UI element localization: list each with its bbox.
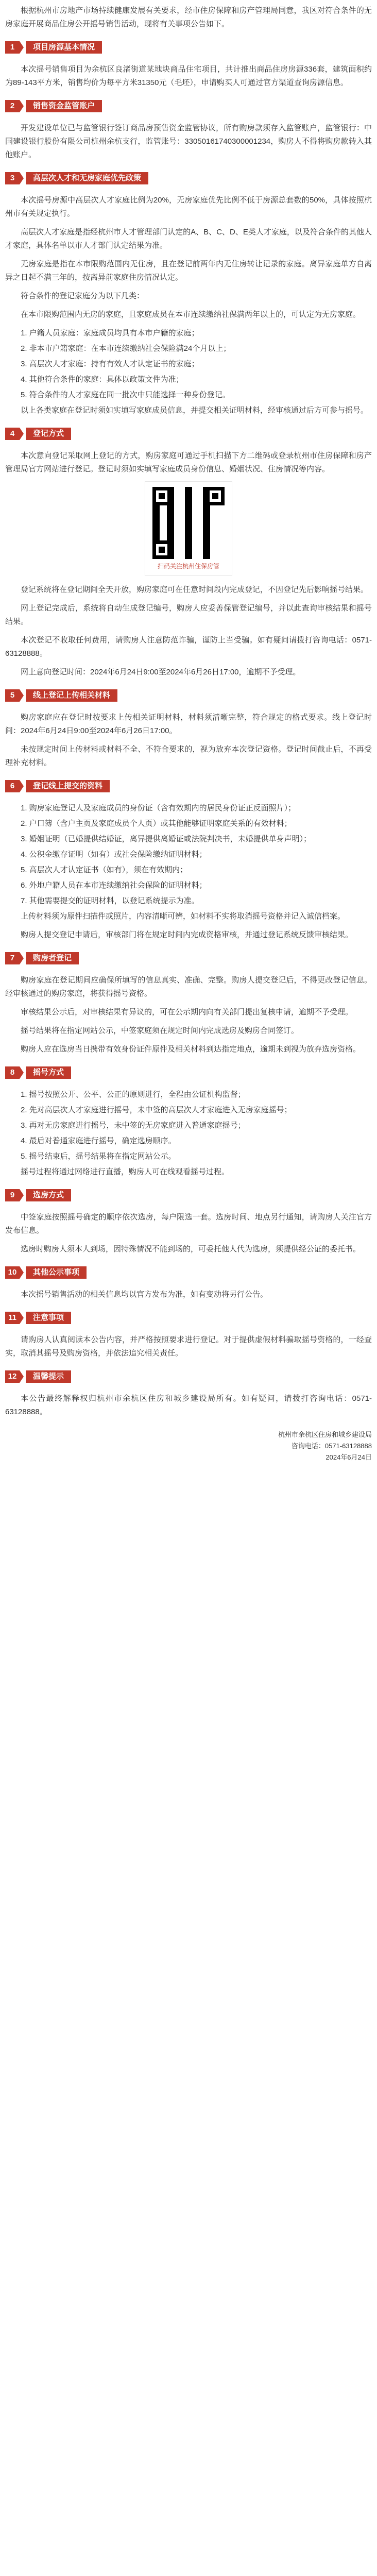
list-item: 6. 外地户籍人员在本市连续缴纳社会保险的证明材料；: [21, 881, 207, 890]
section-number-badge: 5: [5, 689, 20, 702]
section-header: [5, 689, 372, 702]
list-item: 1. 户籍人员家庭：家庭成员均具有本市户籍的家庭；: [21, 329, 199, 337]
section-number-badge: 4: [5, 428, 20, 440]
section-header: [5, 428, 372, 440]
section-header: [5, 1266, 372, 1279]
section-paragraph: 本次摇号房源中高层次人才家庭比例为20%，无房家庭优先比例不低于房源总套数的50%，具体按照杭州市有关规定执行。: [5, 196, 372, 218]
list-item: 5. 高层次人才认定证书（如有），须在有效期内；: [21, 866, 188, 874]
list-item: 5. 符合条件的人才家庭在同一批次中只能选择一种身份登记。: [21, 391, 230, 399]
section-number-badge: 3: [5, 172, 20, 184]
section-paragraph: 购房家庭应在登记时按要求上传相关证明材料，材料须清晰完整，符合规定的格式要求。线上登记时间：2024年6月24日9:00至2024年6月26日17:00。: [5, 713, 372, 735]
list-item: 4. 最后对普通家庭进行摇号，确定选房顺序。: [21, 1137, 176, 1145]
section-paragraph: 购房人应在选房当日携带有效身份证件原件及相关材料到达指定地点，逾期未到视为放弃选房资格。: [21, 1045, 361, 1054]
section-paragraph: 购房人提交登记申请后，审核部门将在规定时间内完成资格审核，并通过登记系统反馈审核结果。: [21, 930, 353, 939]
footer-org: 杭州市余杭区住房和城乡建设局: [278, 1431, 372, 1438]
section-header: [5, 100, 372, 112]
qr-finder-pattern: [152, 487, 171, 505]
section-paragraph: 本公告最终解释权归杭州市余杭区住房和城乡建设局所有。如有疑问，请拨打咨询电话：0571-63128888。: [5, 1394, 372, 1416]
list-item: 2. 非本市户籍家庭：在本市连续缴纳社会保险满24个月以上；: [21, 344, 231, 353]
section-paragraph: 审核结果公示后，对审核结果有异议的，可在公示期内向有关部门提出复核申请，逾期不予受理。: [21, 1008, 353, 1016]
section-header: [5, 952, 372, 964]
list-item: 3. 再对无房家庭进行摇号，未中签的无房家庭进入普通家庭摇号；: [21, 1121, 246, 1130]
qr-code-card: [145, 481, 232, 576]
section-number-badge: 10: [5, 1266, 20, 1279]
section-paragraph: 以上各类家庭在登记时须如实填写家庭成员信息，并提交相关证明材料，经审核通过后方可参与摇号。: [21, 406, 369, 415]
sections-container: [5, 41, 372, 1419]
list-item: 3. 高层次人才家庭：持有有效人才认定证书的家庭；: [21, 360, 199, 368]
section-paragraph: 未按规定时间上传材料或材料不全、不符合要求的，视为放弃本次登记资格。登记时间截止后，不再受理补充材料。: [5, 745, 372, 767]
section-number-badge: 7: [5, 952, 20, 964]
section-number-badge: 1: [5, 41, 20, 54]
section-paragraph: 登记系统将在登记期间全天开放，购房家庭可在任意时间段内完成登记，不因登记先后影响摇号结果。: [21, 585, 369, 594]
footer-contact: 咨询电话：0571-63128888: [291, 1442, 372, 1450]
section-number-badge: 8: [5, 1066, 20, 1079]
section-title: 摇号方式: [26, 1066, 71, 1079]
section-paragraph: 本次登记不收取任何费用，请购房人注意防范诈骗，谨防上当受骗。如有疑问请拨打咨询电话：0571-63128888。: [5, 636, 372, 658]
qr-code-icon[interactable]: [152, 487, 225, 559]
section-paragraph: 请购房人认真阅读本公告内容，并严格按照要求进行登记。对于提供虚假材料骗取摇号资格的，一经查实，取消其摇号及购房资格，并依法追究相关责任。: [5, 1335, 372, 1358]
section-title: 项目房源基本情况: [26, 41, 102, 54]
intro-paragraph: 根据杭州市房地产市场持续健康发展有关要求，经市住房保障和房产管理局同意，我区对符合条件的无房家庭开展商品住房公开摇号销售活动，现将有关事项公告如下。: [5, 6, 372, 28]
list-item: 4. 其他符合条件的家庭：具体以政策文件为准；: [21, 375, 184, 384]
section-paragraph: 上传材料须为原件扫描件或照片，内容清晰可辨，如材料不实将取消摇号资格并记入诚信档案。: [21, 912, 346, 921]
list-item: 2. 户口簿（含户主页及家庭成员个人页）或其他能够证明家庭关系的有效材料；: [21, 819, 292, 828]
section-title: 温馨提示: [26, 1370, 71, 1383]
section-header: [5, 1189, 372, 1201]
section-header: [5, 1066, 372, 1079]
section-paragraph: 选房时购房人须本人到场，因特殊情况不能到场的，可委托他人代为选房，须提供经公证的委托书。: [21, 1245, 361, 1253]
section-header: [5, 780, 372, 792]
list-item: 5. 摇号结束后，摇号结果将在指定网站公示。: [21, 1152, 176, 1161]
section-title: 登记线上提交的资料: [26, 780, 110, 792]
section-title: 购房者登记: [26, 952, 79, 964]
footer: [5, 1429, 372, 1463]
qr-caption: 扫码关注杭州住保房管: [157, 563, 219, 570]
section-header: [5, 1312, 372, 1324]
section-paragraph: 符合条件的登记家庭分为以下几类：: [21, 292, 145, 300]
section-title: 登记方式: [26, 428, 71, 440]
section-paragraph: 摇号结果将在指定网站公示，中签家庭须在规定时间内完成选房及购房合同签订。: [21, 1026, 299, 1035]
section-paragraph: 本次意向登记采取网上登记的方式，购房家庭可通过手机扫描下方二维码或登录杭州市住房保障和房产管理局官方网站进行登记。登记时须如实填写家庭成员身份信息、婚姻状况、住房情况等内容。: [5, 451, 372, 473]
qr-finder-pattern: [206, 487, 225, 505]
section-number-badge: 12: [5, 1370, 20, 1383]
section-paragraph: 网上登记完成后，系统将自动生成登记编号，购房人应妥善保管登记编号，并以此查询审核结果和摇号结果。: [5, 604, 372, 626]
list-item: 1. 摇号按照公开、公平、公正的原则进行，全程由公证机构监督；: [21, 1090, 246, 1099]
section-paragraph: 开发建设单位已与监管银行签订商品房预售资金监管协议，所有购房款须存入监管账户，监管银行：中国建设银行股份有限公司杭州余杭支行，监管账号：33050161740300001234，购房人不得将购房款转入其他账户。: [5, 124, 372, 159]
list-item: 7. 其他需要提交的证明材料，以登记系统提示为准。: [21, 896, 199, 905]
section-paragraph: 购房家庭在登记期间应确保所填写的信息真实、准确、完整。购房人提交登记后，不得更改登记信息。经审核通过的购房家庭，将获得摇号资格。: [5, 976, 372, 998]
section-title: 选房方式: [26, 1189, 71, 1201]
section-header: [5, 172, 372, 184]
section-header: [5, 1370, 372, 1383]
section-paragraph: 本次摇号销售活动的相关信息均以官方发布为准，如有变动将另行公告。: [21, 1290, 268, 1299]
section-title: 高层次人才和无房家庭优先政策: [26, 172, 148, 184]
section-number-badge: 2: [5, 100, 20, 112]
section-header: [5, 41, 372, 54]
qr-finder-pattern: [152, 540, 171, 559]
section-paragraph: 高层次人才家庭是指经杭州市人才管理部门认定的A、B、C、D、E类人才家庭，以及符合条件的其他人才家庭，具体名单以市人才部门认定结果为准。: [5, 228, 372, 250]
section-title: 注意事项: [26, 1312, 71, 1324]
list-item: 4. 公积金缴存证明（如有）或社会保险缴纳证明材料；: [21, 850, 207, 859]
section-paragraph: 中签家庭按照摇号确定的顺序依次选房，每户限选一套。选房时间、地点另行通知，请购房人关注官方发布信息。: [5, 1213, 372, 1235]
footer-date: 2024年6月24日: [325, 1453, 372, 1461]
section-paragraph: 在本市限购范围内无房的家庭，且家庭成员在本市连续缴纳社保满两年以上的，可认定为无房家庭。: [21, 310, 361, 319]
section-title: 其他公示事项: [26, 1266, 87, 1279]
section-title: 销售资金监管账户: [26, 100, 102, 112]
list-item: 3. 婚姻证明（已婚提供结婚证，离异提供离婚证或法院判决书，未婚提供单身声明）；: [21, 835, 312, 843]
list-item: 2. 先对高层次人才家庭进行摇号，未中签的高层次人才家庭进入无房家庭摇号；: [21, 1106, 292, 1114]
section-paragraph: 无房家庭是指在本市限购范围内无住房，且在登记前两年内无住房转让记录的家庭。离异家庭单方自离异之日起不满三年的，按离异前家庭住房情况认定。: [5, 260, 372, 282]
list-item: 1. 购房家庭登记人及家庭成员的身份证（含有效期内的居民身份证正反面照片）；: [21, 804, 296, 812]
section-title: 线上登记上传相关材料: [26, 689, 117, 702]
section-number-badge: 6: [5, 780, 20, 792]
section-number-badge: 11: [5, 1312, 20, 1324]
section-paragraph: 本次摇号销售项目为余杭区良渚街道某地块商品住宅项目，共计推出商品住房房源336套，建筑面积约为89-143平方米，销售均价为每平方米31350元（毛坯），申请购买人可通过官方渠道查询房源信息。: [5, 65, 372, 87]
section-paragraph: 摇号过程将通过网络进行直播，购房人可在线观看摇号过程。: [21, 1167, 230, 1176]
section-number-badge: 9: [5, 1189, 20, 1201]
section-paragraph: 网上意向登记时间：2024年6月24日9:00至2024年6月26日17:00，逾期不予受理。: [21, 668, 301, 676]
